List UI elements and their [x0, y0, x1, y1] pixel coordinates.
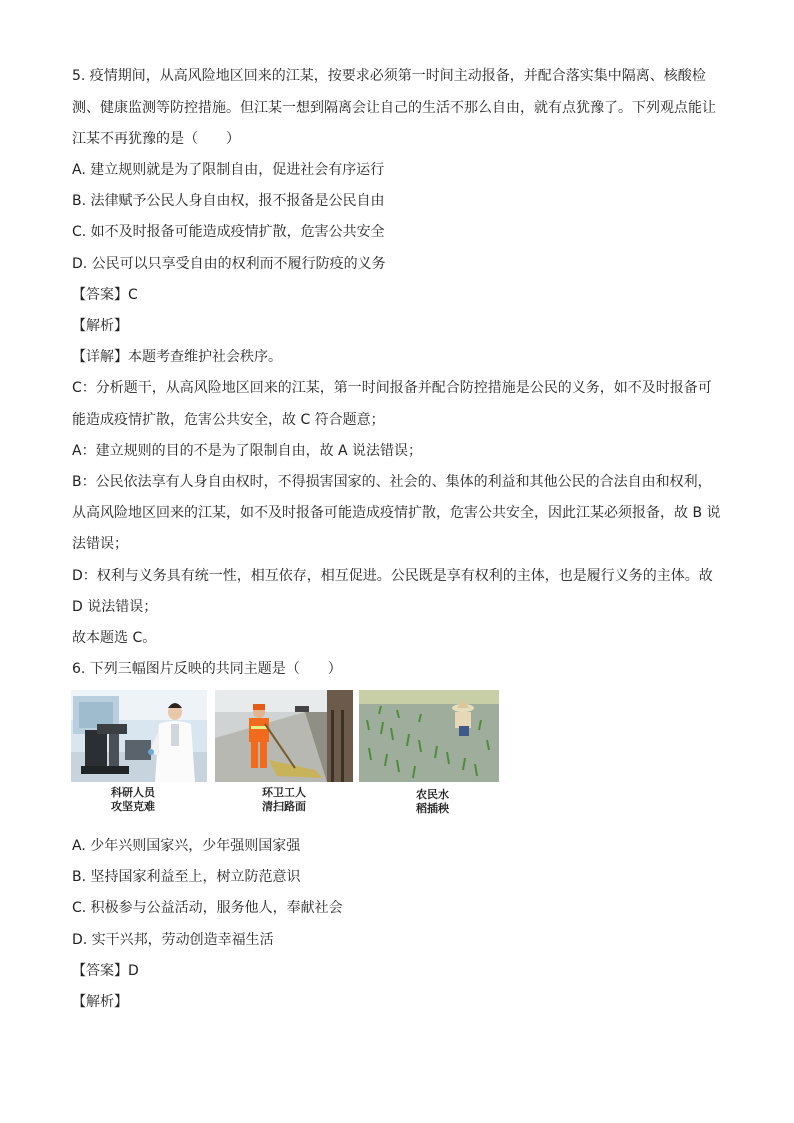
q5-stem-line-2: 测、健康监测等防控措施。但江某一想到隔离会让自己的生活不那么自由，就有点犹豫了。下列观点能让 [72, 100, 716, 116]
q6-analysis-label: 【解析】 [72, 994, 128, 1010]
q6-option-a: A. 少年兴则国家兴，少年强则国家强 [72, 838, 301, 854]
q6-option-b: B. 坚持国家利益至上，树立防范意识 [72, 869, 301, 885]
caption-researcher-1: 科研人员 [111, 786, 155, 799]
q5-answer: 【答案】C [72, 287, 138, 303]
q5-option-a: A. 建立规则就是为了限制自由，促进社会有序运行 [72, 162, 385, 178]
q5-analysis-line: 从高风险地区回来的江某，如不及时报备可能造成疫情扩散，危害公共安全，因此江某必须报备，故 B 说 [72, 505, 721, 521]
caption-farmer-1: 农民水 [416, 788, 449, 801]
q6-answer: 【答案】D [72, 963, 139, 979]
caption-researcher-2: 攻坚克难 [111, 800, 155, 813]
q6-option-d: D. 实干兴邦，劳动创造幸福生活 [72, 932, 274, 948]
q5-stem-line-1: 5. 疫情期间，从高风险地区回来的江某，按要求必须第一时间主动报备，并配合落实集中隔离、核酸检 [72, 68, 706, 84]
q5-analysis-line: D：权利与义务具有统一性，相互依存，相互促进。公民既是享有权利的主体，也是履行义务的主体。故 [72, 568, 713, 584]
q5-analysis-line: C：分析题干，从高风险地区回来的江某，第一时间报备并配合防控措施是公民的义务，如不及时报备可 [72, 380, 712, 396]
q5-analysis-line: D 说法错误； [72, 599, 158, 615]
q5-option-d: D. 公民可以只享受自由的权利而不履行防疫的义务 [72, 256, 386, 272]
q5-analysis-line: 故本题选 C。 [72, 630, 157, 646]
photo-sanitation-worker [215, 690, 353, 782]
q5-analysis-label: 【解析】 [72, 318, 128, 334]
q5-analysis-line: 法错误； [72, 536, 128, 552]
q5-analysis-line: B：公民依法享有人身自由权时，不得损害国家的、社会的、集体的利益和其他公民的合法自由和权利， [72, 474, 712, 490]
q6-option-c: C. 积极参与公益活动，服务他人，奉献社会 [72, 900, 343, 916]
q5-analysis-line: 能造成疫情扩散，危害公共安全，故 C 符合题意； [72, 412, 385, 428]
q6-figure-row [71, 690, 501, 820]
q6-stem: 6. 下列三幅图片反映的共同主题是（ ） [72, 661, 342, 677]
caption-sanitation-2: 清扫路面 [262, 800, 306, 813]
caption-farmer-2: 稻插秧 [416, 802, 449, 815]
q5-analysis-line: A：建立规则的目的不是为了限制自由，故 A 说法错误； [72, 443, 423, 459]
q5-analysis-line: 【详解】本题考查维护社会秩序。 [72, 349, 282, 365]
photo-rice-farmer [359, 690, 499, 782]
q5-stem-line-3: 江某不再犹豫的是（ ） [72, 131, 240, 147]
photo-researcher [71, 690, 207, 782]
caption-sanitation-1: 环卫工人 [262, 786, 306, 799]
q5-option-c: C. 如不及时报备可能造成疫情扩散，危害公共安全 [72, 224, 385, 240]
q5-option-b: B. 法律赋予公民人身自由权，报不报备是公民自由 [72, 193, 385, 209]
